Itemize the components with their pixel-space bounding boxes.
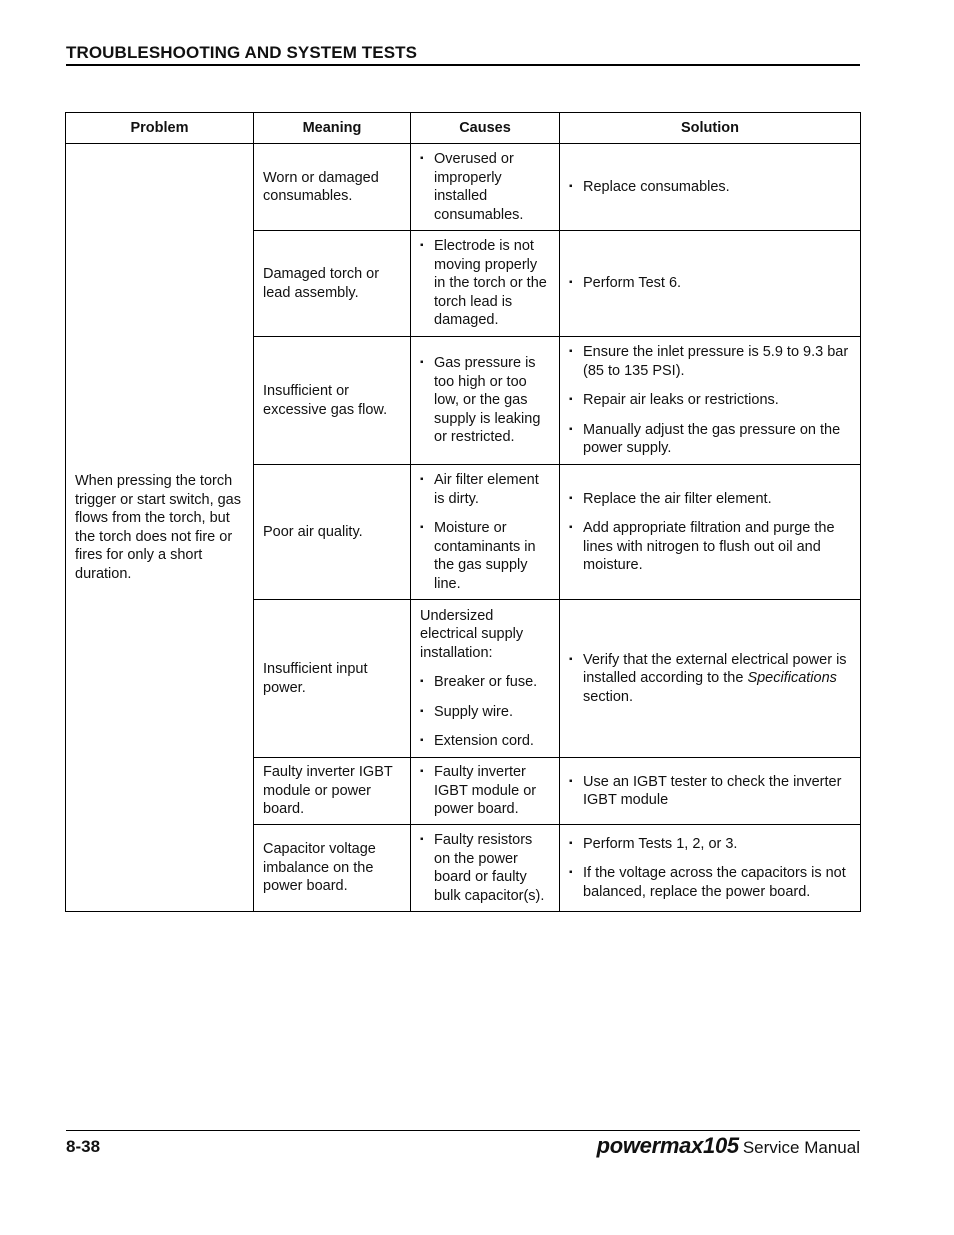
solution-text-before: Verify that the external electrical power is installed according to the bbox=[583, 651, 847, 687]
solution-item: ▪ Add appropriate filtration and purge the lines with nitrogen to flush out oil and moisture. bbox=[569, 519, 851, 575]
problem-cell: When pressing the torch trigger or start switch, gas flows from the torch, but the torch does not fire or fires for only a short duration. bbox=[66, 144, 254, 912]
causes-cell bbox=[411, 337, 560, 465]
solution-item: ▪ Replace the air filter element. bbox=[569, 490, 851, 509]
solution-list bbox=[569, 651, 851, 707]
solution-item: ▪ Perform Tests 1, 2, or 3. bbox=[569, 835, 851, 854]
troubleshooting-table bbox=[65, 112, 861, 912]
solution-item: ▪ Ensure the inlet pressure is 5.9 to 9.3 bar (85 to 135 PSI). bbox=[569, 343, 851, 380]
causes-intro: Undersized electrical supply installation: bbox=[420, 607, 524, 661]
meaning-cell: Insufficient or excessive gas flow. bbox=[254, 337, 411, 465]
solution-list bbox=[569, 835, 851, 902]
footer-brand bbox=[597, 1133, 860, 1159]
causes-list bbox=[420, 471, 550, 593]
solution-list bbox=[569, 178, 851, 197]
column-header-meaning: Meaning bbox=[254, 113, 411, 144]
cause-item: ▪ Moisture or contaminants in the gas supply line. bbox=[420, 519, 550, 593]
solution-item: ▪ Replace consumables. bbox=[569, 178, 851, 197]
causes-cell bbox=[411, 758, 560, 825]
solution-cell bbox=[560, 465, 861, 600]
solution-cell bbox=[560, 144, 861, 231]
solution-list bbox=[569, 490, 851, 575]
meaning-cell: Capacitor voltage imbalance on the power board. bbox=[254, 825, 411, 912]
cause-item: ▪ Extension cord. bbox=[420, 732, 550, 751]
solution-item: ▪ Use an IGBT tester to check the inverter IGBT module bbox=[569, 773, 851, 810]
causes-cell bbox=[411, 825, 560, 912]
cause-item: ▪ Supply wire. bbox=[420, 703, 550, 722]
solution-cell bbox=[560, 600, 861, 758]
causes-list bbox=[420, 673, 550, 751]
causes-cell bbox=[411, 465, 560, 600]
solution-cell bbox=[560, 231, 861, 337]
solution-list bbox=[569, 274, 851, 293]
causes-cell bbox=[411, 231, 560, 337]
causes-list bbox=[420, 150, 550, 224]
brand-logo-text: powermax105 bbox=[596, 1133, 739, 1158]
meaning-cell: Damaged torch or lead assembly. bbox=[254, 231, 411, 337]
meaning-cell: Faulty inverter IGBT module or power board. bbox=[254, 758, 411, 825]
header-rule bbox=[66, 64, 860, 66]
page-number: 8-38 bbox=[66, 1137, 101, 1156]
cause-item: ▪ Electrode is not moving properly in the torch or the torch lead is damaged. bbox=[420, 237, 550, 330]
solution-text-after: section. bbox=[583, 688, 633, 705]
column-header-problem: Problem bbox=[66, 113, 254, 144]
manual-label: Service Manual bbox=[742, 1138, 860, 1157]
meaning-cell: Worn or damaged consumables. bbox=[254, 144, 411, 231]
meaning-cell: Insufficient input power. bbox=[254, 600, 411, 758]
column-header-solution: Solution bbox=[560, 113, 861, 144]
causes-cell bbox=[411, 600, 560, 758]
footer-rule bbox=[66, 1130, 860, 1131]
solution-item: ▪ Perform Test 6. bbox=[569, 274, 851, 293]
solution-item: ▪ Manually adjust the gas pressure on the power supply. bbox=[569, 421, 851, 458]
cause-item: ▪ Air filter element is dirty. bbox=[420, 471, 550, 508]
meaning-cell: Poor air quality. bbox=[254, 465, 411, 600]
specifications-reference: Specifications bbox=[747, 670, 837, 687]
cause-item: ▪ Breaker or fuse. bbox=[420, 673, 550, 692]
solution-cell bbox=[560, 337, 861, 465]
solution-cell bbox=[560, 758, 861, 825]
causes-cell bbox=[411, 144, 560, 231]
solution-list bbox=[569, 343, 851, 458]
cause-item: ▪ Faulty resistors on the power board or faulty bulk capacitor(s). bbox=[420, 831, 550, 905]
solution-item: ▪ If the voltage across the capacitors is not balanced, replace the power board. bbox=[569, 864, 851, 901]
page-header-title: TROUBLESHOOTING AND SYSTEM TESTS bbox=[66, 43, 418, 62]
cause-item: ▪ Overused or improperly installed consumables. bbox=[420, 150, 550, 224]
causes-list bbox=[420, 831, 550, 905]
solution-item bbox=[569, 651, 851, 707]
solution-list bbox=[569, 773, 851, 810]
causes-list bbox=[420, 354, 550, 447]
column-header-causes: Causes bbox=[411, 113, 560, 144]
cause-item: ▪ Faulty inverter IGBT module or power board. bbox=[420, 763, 550, 819]
causes-list bbox=[420, 763, 550, 819]
cause-item: ▪ Gas pressure is too high or too low, or the gas supply is leaking or restricted. bbox=[420, 354, 550, 447]
solution-item: ▪ Repair air leaks or restrictions. bbox=[569, 391, 851, 410]
table-header-row bbox=[66, 113, 861, 144]
solution-cell bbox=[560, 825, 861, 912]
table-row bbox=[66, 144, 861, 231]
causes-list bbox=[420, 237, 550, 330]
